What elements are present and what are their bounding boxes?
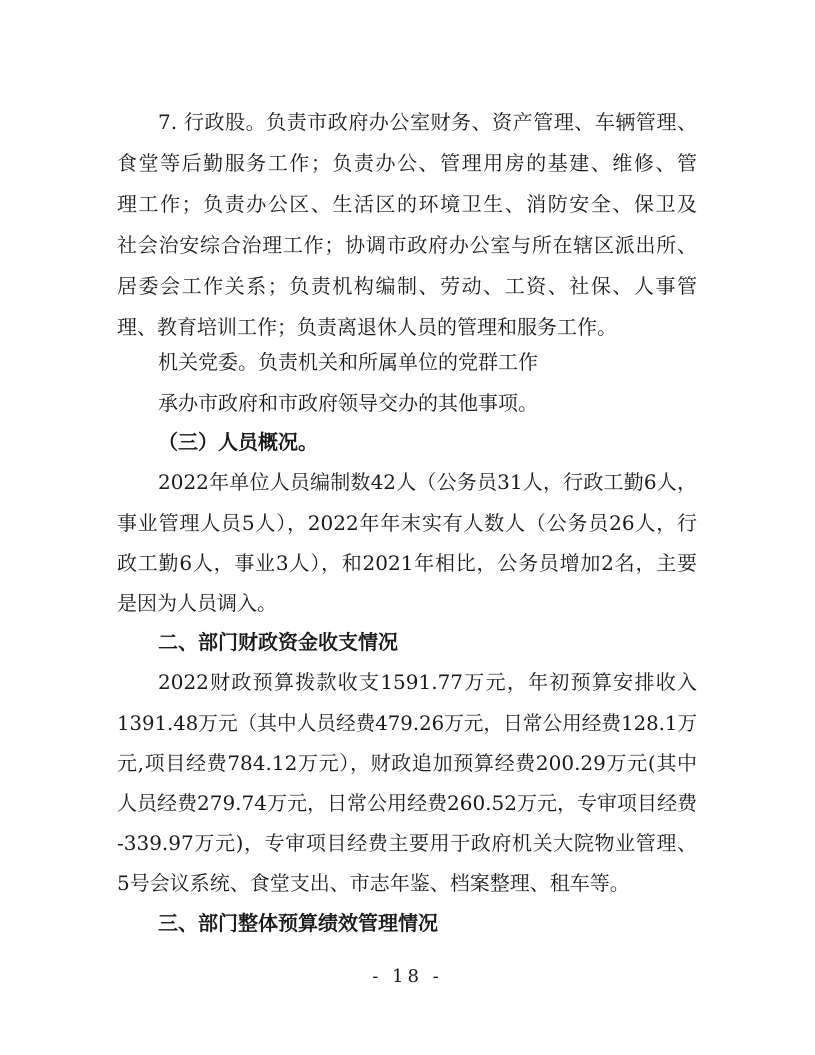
- page-number: - 18 -: [372, 966, 443, 987]
- section-heading: 二、部门财政资金收支情况: [158, 630, 398, 654]
- text-line: 是因为人员调入。: [117, 591, 277, 615]
- text-line: 政工勤6人，事业3人），和2021年相比，公务员增加2名，主要: [117, 551, 697, 575]
- text-line: 元,项目经费784.12万元），财政追加预算经费200.29万元(其中: [117, 751, 697, 775]
- text-line: 社会治安综合治理工作；协调市政府办公室与所在辖区派出所、: [117, 233, 697, 257]
- text-line: 食堂等后勤服务工作；负责办公、管理用房的基建、维修、管: [117, 151, 697, 175]
- text-line: 机关党委。负责机关和所属单位的党群工作: [158, 350, 538, 374]
- text-line: 人员经费279.74万元，日常公用经费260.52万元，专审项目经费: [117, 791, 697, 815]
- section-heading: 三、部门整体预算绩效管理情况: [158, 911, 438, 935]
- text-line: 理、教育培训工作；负责离退休人员的管理和服务工作。: [117, 315, 617, 339]
- text-line: 1391.48万元（其中人员经费479.26万元，日常公用经费128.1万: [117, 711, 698, 735]
- text-line: 事业管理人员5人），2022年年末实有人数人（公务员26人，行: [117, 511, 697, 535]
- text-line: 5号会议系统、食堂支出、市志年鉴、档案整理、租车等。: [117, 871, 630, 895]
- text-line: 7. 行政股。负责市政府办公室财务、资产管理、车辆管理、: [158, 110, 697, 134]
- section-heading: （三）人员概况。: [158, 430, 318, 454]
- text-line: 居委会工作关系；负责机构编制、劳动、工资、社保、人事管: [117, 274, 697, 298]
- text-line: 理工作；负责办公区、生活区的环境卫生、消防安全、保卫及: [117, 192, 697, 216]
- text-line: -339.97万元)，专审项目经费主要用于政府机关大院物业管理、: [117, 831, 697, 855]
- text-line: 2022财政预算拨款收支1591.77万元，年初预算安排收入: [158, 670, 697, 694]
- text-line: 2022年单位人员编制数42人（公务员31人，行政工勤6人，: [158, 470, 697, 494]
- text-line: 承办市政府和市政府领导交办的其他事项。: [158, 391, 538, 415]
